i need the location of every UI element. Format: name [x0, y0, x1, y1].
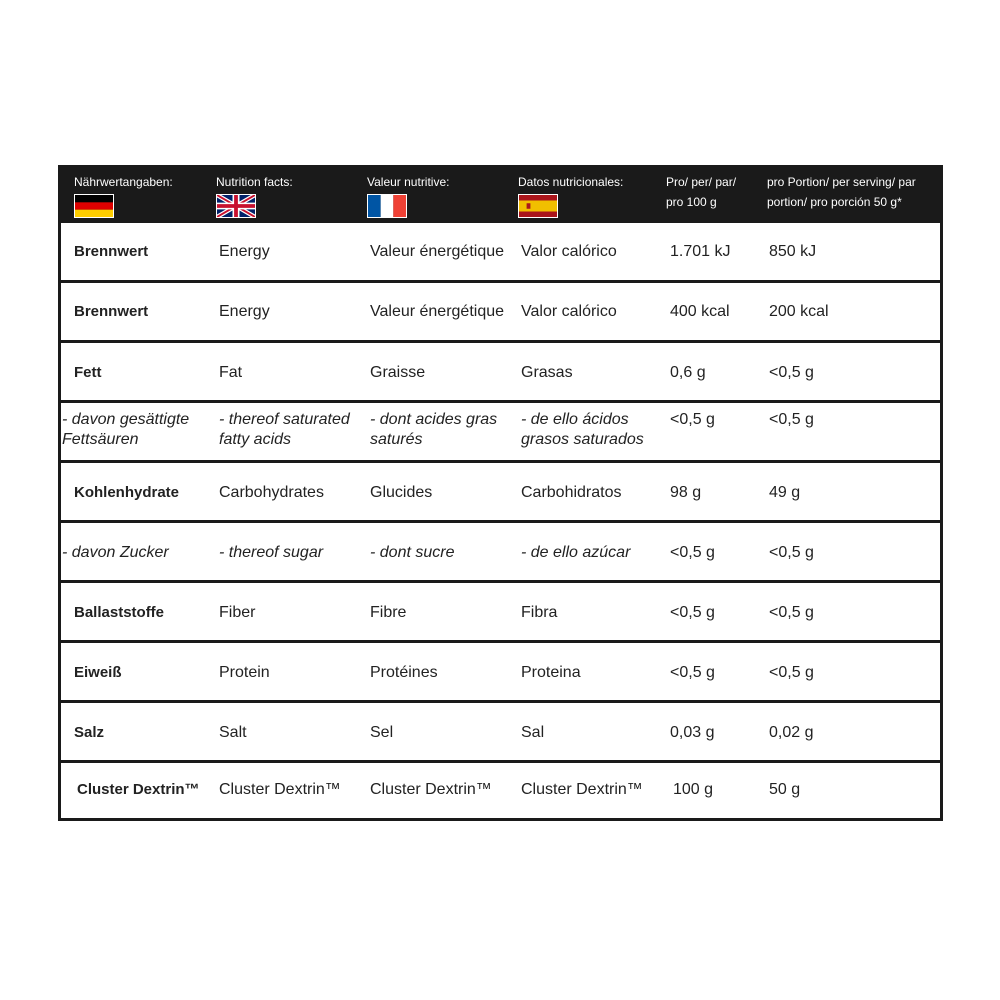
table-row [61, 583, 940, 640]
row-value-serving: <0,5 g [769, 604, 814, 621]
row-label-en: - thereof sugar [219, 544, 324, 561]
row-label-es: Sal [521, 724, 545, 741]
header-label-per100-line2: pro 100 g [666, 195, 717, 209]
row-value-serving: <0,5 g [769, 364, 814, 381]
row-value-per100: 100 g [673, 781, 714, 798]
row-label-en: Salt [219, 724, 247, 741]
row-label-es: Valor calórico [521, 303, 617, 320]
row-label-de: Kohlenhydrate [74, 484, 180, 501]
row-label-fr: Glucides [370, 484, 433, 501]
header-label-serving-line2: portion/ pro porción 50 g* [767, 195, 902, 209]
row-label-fr: Fibre [370, 604, 407, 621]
row-label-es: Proteina [521, 664, 581, 681]
row-label-es: Fibra [521, 604, 558, 621]
header-col-serving [767, 172, 916, 212]
row-value-per100: <0,5 g [670, 411, 715, 428]
row-value-per100: 0,6 g [670, 364, 706, 381]
row-label-fr: Valeur énergétique [370, 303, 505, 320]
row-label-fr: Protéines [370, 664, 438, 681]
row-label-fr: - dont sucre [370, 544, 455, 561]
france-flag-icon [367, 194, 407, 218]
row-value-serving: 49 g [769, 484, 801, 501]
row-label-de: Salz [74, 724, 105, 741]
row-label-es: Cluster Dextrin™ [521, 781, 643, 798]
row-label-fr: Sel [370, 724, 394, 741]
header-col-es [518, 172, 623, 218]
header-col-de [74, 172, 173, 218]
row-label-de: Brennwert [74, 243, 149, 260]
header-col-per100 [666, 172, 736, 212]
table-row [61, 703, 940, 760]
row-label-en: Cluster Dextrin™ [219, 781, 341, 798]
table-row [61, 643, 940, 700]
row-value-serving: 50 g [769, 781, 801, 798]
row-label-en: Fiber [219, 604, 256, 621]
row-value-per100: <0,5 g [670, 604, 715, 621]
row-label-es: Grasas [521, 364, 573, 381]
row-label-fr: - dont acides gras saturés [370, 411, 498, 448]
row-label-en: Protein [219, 664, 270, 681]
row-value-per100: <0,5 g [670, 544, 715, 561]
row-label-de: Fett [74, 364, 102, 381]
row-value-per100: 98 g [670, 484, 702, 501]
row-value-serving: 0,02 g [769, 724, 814, 741]
header-label-per100-line1: Pro/ per/ par/ [666, 175, 737, 189]
row-value-serving: <0,5 g [769, 664, 814, 681]
table-header [58, 165, 943, 221]
row-label-en: - thereof saturated fatty acids [219, 411, 350, 448]
table-row [61, 403, 940, 460]
row-label-es: Carbohidratos [521, 484, 622, 501]
row-label-en: Carbohydrates [219, 484, 324, 501]
row-label-en: Fat [219, 364, 243, 381]
row-label-de: - davon gesättigte Fettsäuren [62, 411, 190, 448]
row-label-de: Cluster Dextrin™ [77, 781, 200, 798]
row-label-de: - davon Zucker [62, 544, 169, 561]
row-value-serving: <0,5 g [769, 544, 814, 561]
germany-flag-icon [74, 194, 114, 218]
table-row [61, 763, 940, 818]
row-label-de: Eiweiß [74, 664, 122, 681]
header-label-de: Nährwertangaben: [74, 175, 173, 189]
table-row [61, 223, 940, 280]
row-label-fr: Valeur énergétique [370, 243, 505, 260]
row-label-fr: Graisse [370, 364, 426, 381]
row-value-per100: 0,03 g [670, 724, 715, 741]
row-label-es: Valor calórico [521, 243, 617, 260]
table-row [61, 343, 940, 400]
row-value-per100: <0,5 g [670, 664, 715, 681]
row-value-serving: 200 kcal [769, 303, 829, 320]
header-label-es: Datos nutricionales: [518, 175, 624, 189]
row-value-per100: 400 kcal [670, 303, 730, 320]
table-row [61, 463, 940, 520]
spain-flag-icon [518, 194, 558, 218]
row-label-fr: Cluster Dextrin™ [370, 781, 492, 798]
row-label-es: - de ello ácidos grasos saturados [521, 411, 644, 448]
uk-flag-icon [216, 194, 256, 218]
header-label-serving-line1: pro Portion/ per serving/ par [767, 175, 916, 189]
row-value-per100: 1.701 kJ [670, 243, 731, 260]
row-value-serving: 850 kJ [769, 243, 817, 260]
table-row [61, 283, 940, 340]
header-label-fr: Valeur nutritive: [367, 175, 450, 189]
row-value-serving: <0,5 g [769, 411, 814, 428]
header-col-fr [367, 172, 449, 218]
header-col-en [216, 172, 293, 218]
header-label-en: Nutrition facts: [216, 175, 293, 189]
nutrition-table [58, 165, 943, 821]
row-label-es: - de ello azúcar [521, 544, 631, 561]
table-row [61, 523, 940, 580]
row-label-en: Energy [219, 303, 270, 320]
row-label-en: Energy [219, 243, 270, 260]
row-label-de: Ballaststoffe [74, 604, 165, 621]
row-label-de: Brennwert [74, 303, 149, 320]
